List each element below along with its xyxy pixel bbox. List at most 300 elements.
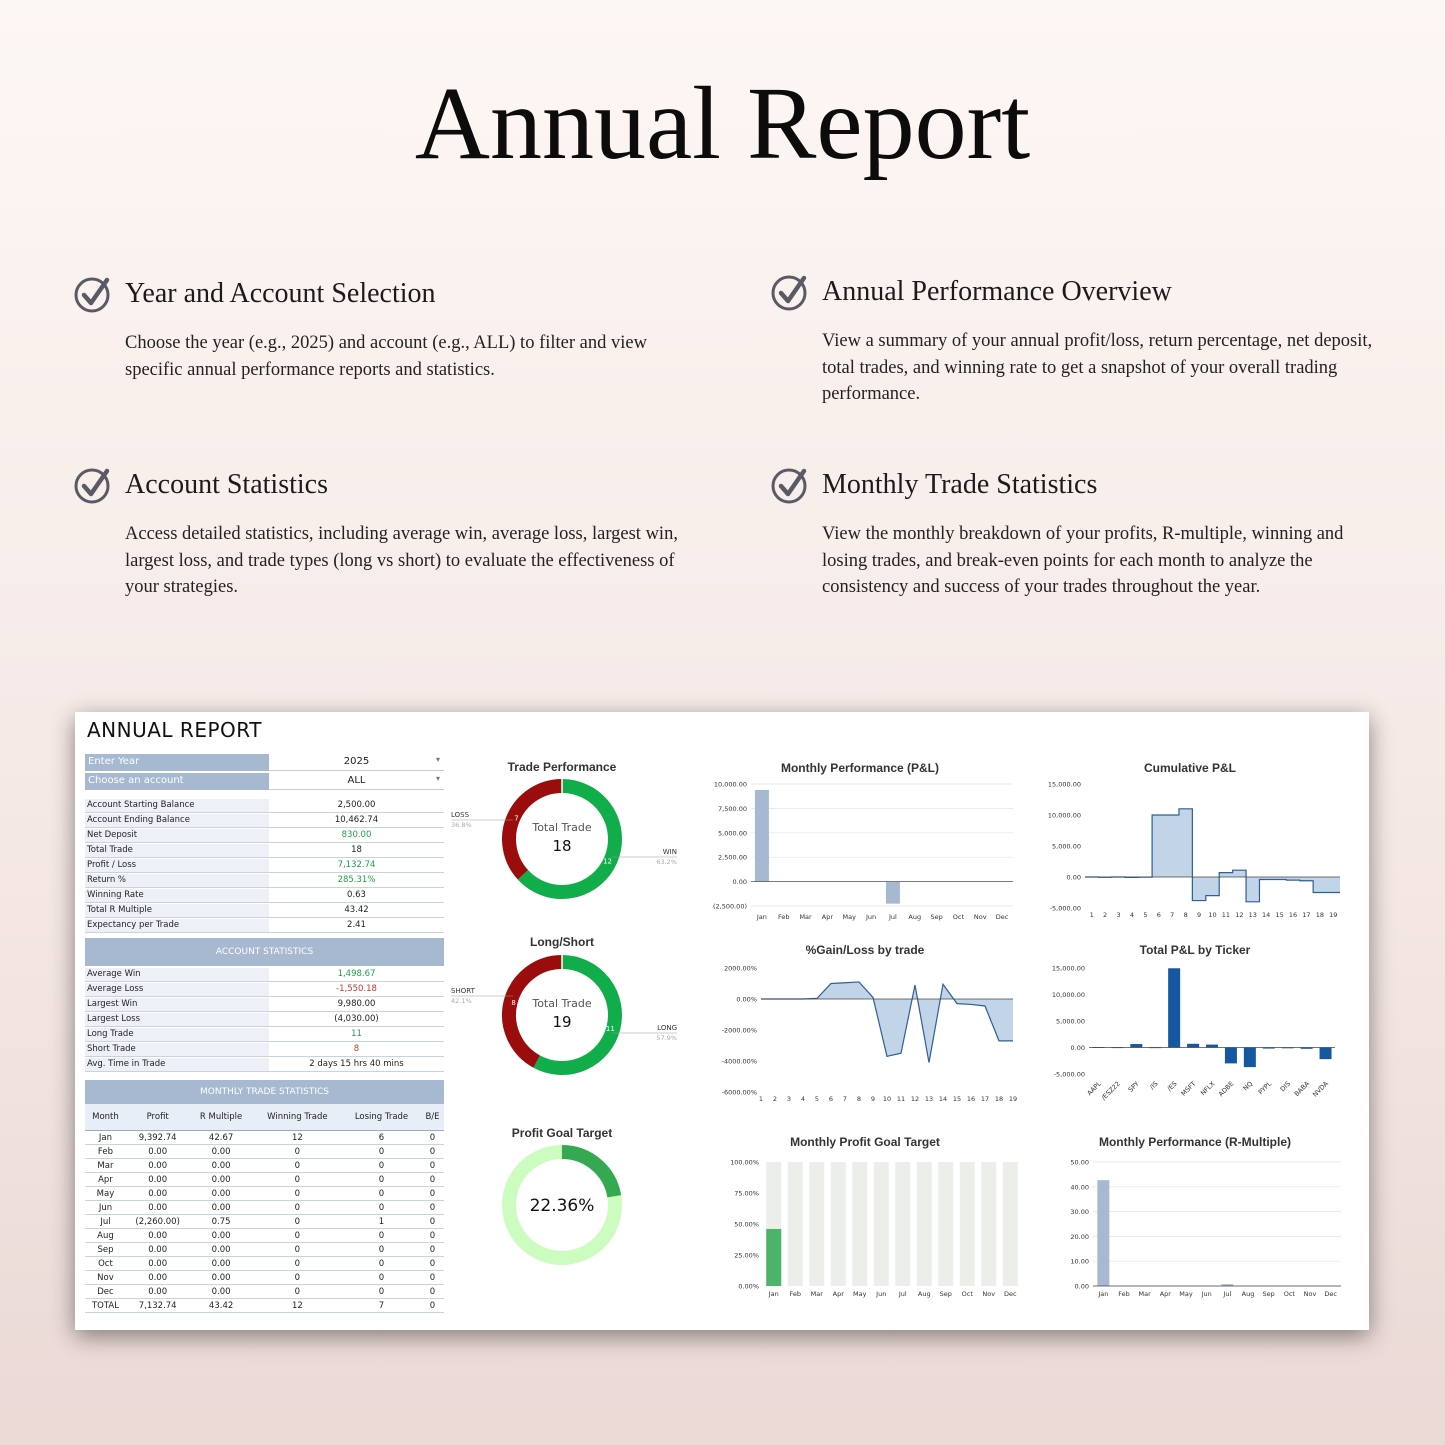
stat-value: 285.31%	[337, 875, 376, 885]
bar-jan	[1097, 1180, 1109, 1286]
y-tick-label: 2000.00%	[723, 964, 757, 973]
table-cell: 0.00	[126, 1173, 190, 1187]
feature-title: Year and Account Selection	[125, 278, 436, 309]
x-tick-label: 18	[994, 1095, 1004, 1103]
x-tick-label: /ES	[1165, 1079, 1179, 1093]
stat-row	[85, 903, 444, 918]
stat-row	[85, 1042, 444, 1057]
x-tick-label: 9	[1197, 911, 1202, 919]
y-tick-label: 10,000.00	[1051, 991, 1085, 999]
x-tick-label: PYPL	[1256, 1079, 1274, 1097]
table-row	[85, 1173, 444, 1187]
table-cell: 0	[342, 1229, 421, 1243]
table-cell: Nov	[85, 1271, 126, 1285]
x-tick-label: Oct	[1283, 1290, 1295, 1298]
chart-title: %Gain/Loss by trade	[805, 943, 925, 957]
x-tick-label: Feb	[1118, 1290, 1130, 1298]
x-tick-label: Feb	[789, 1290, 802, 1298]
monthly-stats-header: MONTHLY TRADE STATISTICS	[85, 1080, 444, 1104]
x-tick-label: 16	[966, 1095, 976, 1103]
year-selector[interactable]	[85, 754, 444, 771]
table-cell: 0	[253, 1187, 342, 1201]
x-tick-label: 4	[800, 1095, 806, 1103]
bar-jul	[886, 882, 900, 904]
table-cell: 0	[342, 1145, 421, 1159]
y-tick-label: 10.00	[1070, 1257, 1089, 1266]
table-cell: 12	[253, 1131, 342, 1145]
table-cell: Jan	[85, 1131, 126, 1145]
account-label: Choose an account	[85, 773, 269, 790]
goal-track-bar	[917, 1162, 932, 1286]
x-tick-label: Mar	[1138, 1290, 1151, 1298]
x-tick-label: Nov	[982, 1290, 996, 1298]
table-cell: 0	[421, 1271, 444, 1285]
check-circle-icon	[770, 465, 810, 505]
bar-ticker	[1244, 1048, 1256, 1068]
table-cell: 0	[421, 1215, 444, 1229]
report-title: ANNUAL REPORT	[87, 718, 262, 742]
x-tick-label: 13	[1248, 911, 1257, 919]
x-tick-label: /IS	[1148, 1079, 1160, 1092]
x-tick-label: Jun	[866, 913, 877, 921]
table-cell: 42.67	[189, 1131, 252, 1145]
x-tick-label: 10	[1208, 911, 1217, 919]
ticker-pl-chart	[1035, 958, 1345, 1108]
stat-label: Account Ending Balance	[85, 814, 269, 827]
goal-bar-jan	[766, 1229, 781, 1286]
table-cell: 0	[253, 1159, 342, 1173]
y-tick-label: 30.00	[1070, 1208, 1089, 1217]
account-stats-table	[85, 967, 444, 1072]
x-tick-label: ADBE	[1216, 1079, 1236, 1099]
stat-value: 1,498.67	[337, 969, 376, 979]
table-cell: 0	[421, 1159, 444, 1173]
dropdown-arrow-icon[interactable]: ▾	[435, 774, 440, 783]
table-cell: 0	[421, 1243, 444, 1257]
table-cell: 0	[253, 1229, 342, 1243]
x-tick-label: 1	[758, 1095, 764, 1103]
x-tick-label: NQ	[1241, 1079, 1255, 1093]
table-cell: 0	[421, 1299, 444, 1313]
table-cell: 0	[421, 1187, 444, 1201]
y-tick-label: 0.00	[732, 878, 747, 887]
slice-name: SHORT	[451, 987, 475, 995]
year-dropdown[interactable]	[269, 754, 444, 771]
long-short-donut	[445, 950, 705, 1080]
table-cell: 0	[421, 1285, 444, 1299]
table-row	[85, 1145, 444, 1159]
chart-title: Monthly Profit Goal Target	[790, 1135, 940, 1149]
table-cell: 0.00	[189, 1257, 252, 1271]
slice-name: LONG	[657, 1024, 677, 1032]
x-tick-label: Jan	[1098, 1290, 1109, 1298]
stat-value: 9,980.00	[337, 999, 376, 1009]
goal-track-bar	[852, 1162, 867, 1286]
y-tick-label: -5,000.00	[1049, 904, 1081, 913]
table-row	[85, 1285, 444, 1299]
x-tick-label: 1	[1089, 911, 1094, 919]
table-cell: Jul	[85, 1215, 126, 1229]
y-tick-label: 50.00%	[734, 1220, 759, 1229]
x-tick-label: SPY	[1126, 1079, 1141, 1094]
x-tick-label: Aug	[908, 913, 922, 921]
table-cell: 0.00	[189, 1285, 252, 1299]
check-circle-icon	[770, 272, 810, 312]
chart-title: Cumulative P&L	[1143, 761, 1236, 775]
y-tick-label: -2000.00%	[721, 1026, 757, 1035]
stat-row	[85, 873, 444, 888]
x-tick-label: 11	[896, 1095, 906, 1103]
slice-name: WIN	[662, 848, 677, 856]
x-tick-label: Aug	[1241, 1290, 1255, 1298]
x-tick-label: Jul	[898, 1290, 907, 1298]
x-tick-label: Jan	[768, 1290, 779, 1298]
report-screenshot	[75, 712, 1369, 1330]
table-cell: 0.00	[189, 1201, 252, 1215]
table-cell: Jun	[85, 1201, 126, 1215]
y-tick-label: (2,500.00)	[712, 902, 747, 911]
stat-row	[85, 918, 444, 933]
table-row	[85, 1159, 444, 1173]
account-stats-header: ACCOUNT STATISTICS	[85, 938, 444, 966]
feature-description: Choose the year (e.g., 2025) and account (e.g., ALL) to filter and view specific annual performance reports and statistics.	[125, 333, 647, 380]
table-row	[85, 1229, 444, 1243]
table-row	[85, 1187, 444, 1201]
table-cell: 0	[421, 1201, 444, 1215]
x-tick-label: Nov	[973, 913, 987, 921]
goal-track-bar	[831, 1162, 846, 1286]
x-tick-label: Sep	[939, 1290, 952, 1298]
table-cell: May	[85, 1187, 126, 1201]
stat-row	[85, 1027, 444, 1042]
feature-description: Access detailed statistics, including average win, average loss, largest win, largest loss, and trade types (long vs short) to evaluate the effectiveness of your strategies.	[125, 524, 678, 597]
table-cell: 0.00	[126, 1159, 190, 1173]
table-cell: 0.00	[126, 1243, 190, 1257]
x-tick-label: 19	[1008, 1095, 1018, 1103]
y-tick-label: 25.00%	[734, 1251, 759, 1260]
table-cell: 0	[421, 1229, 444, 1243]
stat-value: 2 days 15 hrs 40 mins	[309, 1059, 404, 1069]
x-tick-label: Sep	[1262, 1290, 1275, 1298]
stat-value: 10,462.74	[334, 815, 379, 825]
donut-slice-long	[537, 962, 615, 1068]
table-row	[85, 1201, 444, 1215]
summary-table	[85, 798, 444, 933]
stat-label: Long Trade	[85, 1028, 269, 1041]
feature-year-account	[73, 274, 647, 383]
stat-label: Short Trade	[85, 1043, 269, 1056]
table-cell: 0.00	[189, 1187, 252, 1201]
x-tick-label: May	[1179, 1290, 1193, 1298]
table-cell: 0	[342, 1187, 421, 1201]
table-row	[85, 1271, 444, 1285]
table-row	[85, 1131, 444, 1145]
table-cell: 0.00	[189, 1243, 252, 1257]
chart-title: Total P&L by Ticker	[1139, 943, 1251, 957]
dropdown-arrow-icon[interactable]: ▾	[435, 755, 440, 764]
stat-label: Net Deposit	[85, 829, 269, 842]
stat-row	[85, 997, 444, 1012]
slice-value: 11	[605, 1025, 615, 1034]
feature-performance-overview	[770, 272, 1373, 408]
bar-ticker	[1130, 1044, 1142, 1047]
table-cell: 0	[253, 1201, 342, 1215]
x-tick-label: 2	[772, 1095, 778, 1103]
slice-percent: 36.8%	[451, 821, 472, 829]
x-tick-label: 6	[1156, 911, 1161, 919]
bar-ticker	[1187, 1044, 1199, 1048]
bar-ticker	[1168, 968, 1180, 1047]
table-cell: 0.00	[189, 1271, 252, 1285]
stat-value: 18	[351, 845, 362, 855]
feature-description: View a summary of your annual profit/loss, return percentage, net deposit, total trades, and winning rate to get a snapshot of your overall trading performance.	[822, 331, 1373, 404]
y-tick-label: 20.00	[1070, 1232, 1089, 1241]
x-tick-label: NVDA	[1311, 1079, 1330, 1099]
y-tick-label: 75.00%	[734, 1189, 759, 1198]
x-tick-label: Sep	[930, 913, 943, 921]
x-tick-label: Dec	[1324, 1290, 1337, 1298]
table-cell: Sep	[85, 1243, 126, 1257]
monthly-stats-table	[85, 1104, 444, 1313]
table-cell: Dec	[85, 1285, 126, 1299]
y-tick-label: 5,000.00	[718, 829, 747, 838]
stat-label: Average Loss	[85, 983, 269, 996]
x-tick-label: 17	[980, 1095, 990, 1103]
monthly-goal-chart	[703, 1150, 1021, 1300]
table-cell: 12	[253, 1299, 342, 1313]
feature-account-statistics	[73, 465, 678, 601]
table-cell: Apr	[85, 1173, 126, 1187]
y-tick-label: 5,000.00	[1056, 1017, 1085, 1026]
y-tick-label: 7,500.00	[718, 804, 747, 813]
x-tick-label: 11	[1221, 911, 1231, 919]
x-tick-label: Aug	[917, 1290, 931, 1298]
column-header: R Multiple	[189, 1104, 252, 1131]
stat-row	[85, 828, 444, 843]
stat-label: Account Starting Balance	[85, 799, 269, 812]
feature-title: Account Statistics	[125, 469, 328, 500]
table-cell: 0.00	[126, 1201, 190, 1215]
y-tick-label: 10,000.00	[713, 780, 747, 789]
y-tick-label: -4000.00%	[721, 1057, 757, 1066]
table-cell: 0	[253, 1215, 342, 1229]
stat-value: 2,500.00	[337, 800, 376, 810]
stat-label: Return %	[85, 874, 269, 887]
center-value: 19	[552, 1013, 572, 1031]
feature-title: Monthly Trade Statistics	[822, 469, 1098, 500]
table-cell: 0.00	[189, 1145, 252, 1159]
column-header: Losing Trade	[342, 1104, 421, 1131]
x-tick-label: Apr	[1159, 1290, 1171, 1298]
x-tick-label: AAPL	[1085, 1079, 1103, 1098]
goal-progress-arc	[562, 1152, 614, 1196]
area-fill	[761, 982, 1013, 1063]
table-cell: 0	[342, 1201, 421, 1215]
stat-value: 8	[353, 1044, 360, 1054]
goal-track-bar	[938, 1162, 953, 1286]
year-value: 2025	[343, 756, 370, 767]
stat-row	[85, 888, 444, 903]
stat-label: Expectancy per Trade	[85, 919, 269, 932]
center-value: 22.36%	[529, 1196, 595, 1216]
x-tick-label: Apr	[821, 913, 834, 921]
x-tick-label: Jun	[876, 1290, 887, 1298]
x-tick-label: Jul	[888, 913, 897, 921]
table-cell: 0.75	[189, 1215, 252, 1229]
slice-value: 7	[514, 814, 519, 823]
stat-label: Avg. Time in Trade	[85, 1058, 269, 1071]
table-cell: 7,132.74	[126, 1299, 190, 1313]
bar-ticker	[1320, 1048, 1332, 1060]
x-tick-label: 16	[1288, 911, 1298, 919]
x-tick-label: 9	[870, 1095, 876, 1103]
center-label: Total Trade	[532, 997, 592, 1010]
x-tick-label: BABA	[1292, 1079, 1312, 1099]
y-tick-label: -6000.00%	[721, 1088, 757, 1097]
x-tick-label: Oct	[952, 913, 965, 921]
chart-title: Monthly Performance (R-Multiple)	[1098, 1135, 1291, 1149]
x-tick-label: 13	[924, 1095, 934, 1103]
y-tick-label: 0.00	[1066, 873, 1081, 882]
table-cell: 0.00	[126, 1285, 190, 1299]
stat-row	[85, 982, 444, 997]
x-tick-label: 7	[842, 1095, 848, 1103]
table-cell: Oct	[85, 1257, 126, 1271]
table-row	[85, 1215, 444, 1229]
x-tick-label: 3	[786, 1095, 792, 1103]
stat-label: Largest Win	[85, 998, 269, 1011]
x-tick-label: 17	[1302, 911, 1311, 919]
table-cell: 0	[342, 1285, 421, 1299]
slice-percent: 57.9%	[656, 1034, 677, 1042]
table-cell: 6	[342, 1131, 421, 1145]
page-title: Annual Report	[414, 66, 1031, 181]
x-tick-label: Jun	[1201, 1290, 1212, 1298]
account-selector[interactable]	[85, 773, 444, 790]
table-cell: Feb	[85, 1145, 126, 1159]
stat-value: 7,132.74	[337, 860, 376, 870]
stat-label: Average Win	[85, 968, 269, 981]
table-cell: 0	[253, 1285, 342, 1299]
x-tick-label: Dec	[1003, 1290, 1017, 1298]
stat-row	[85, 858, 444, 873]
x-tick-label: NFLX	[1198, 1079, 1217, 1098]
goal-track-bar	[1003, 1162, 1018, 1286]
table-cell: 0	[342, 1271, 421, 1285]
chart-title: Trade Performance	[507, 760, 617, 774]
table-cell: 0.00	[189, 1159, 252, 1173]
stat-value: 0.63	[347, 890, 366, 900]
table-row	[85, 1299, 444, 1313]
slice-value: 8	[511, 998, 516, 1007]
stat-label: Winning Rate	[85, 889, 269, 902]
x-tick-label: May	[853, 1290, 867, 1298]
x-tick-label: 8	[856, 1095, 862, 1103]
goal-track-bar	[981, 1162, 996, 1286]
cumulative-pl-chart	[1035, 776, 1345, 926]
table-cell: 0	[342, 1243, 421, 1257]
x-tick-label: 15	[1275, 911, 1284, 919]
table-cell: 0.00	[126, 1271, 190, 1285]
x-tick-label: 2	[1103, 911, 1108, 919]
account-value: ALL	[347, 775, 366, 786]
x-tick-label: 8	[1183, 911, 1188, 919]
y-tick-label: 5,000.00	[1052, 842, 1081, 851]
monthly-pl-chart	[703, 776, 1021, 926]
table-cell: 0	[253, 1257, 342, 1271]
stat-value: (4,030.00)	[334, 1014, 379, 1024]
y-tick-label: 10,000.00	[1047, 811, 1081, 820]
check-circle-icon	[73, 274, 113, 314]
x-tick-label: 19	[1329, 911, 1338, 919]
stat-label: Total R Multiple	[85, 904, 269, 917]
table-cell: 0	[342, 1159, 421, 1173]
y-tick-label: 40.00	[1070, 1183, 1089, 1192]
x-tick-label: Dec	[995, 913, 1009, 921]
y-tick-label: 100.00%	[730, 1158, 759, 1167]
slice-percent: 63.2%	[656, 858, 677, 866]
table-cell: 0	[342, 1257, 421, 1271]
table-cell: 7	[342, 1299, 421, 1313]
gain-loss-chart	[703, 958, 1021, 1108]
y-tick-label: 0.00%	[736, 995, 757, 1004]
y-tick-label: 0.00	[1070, 1044, 1085, 1052]
table-cell: 1	[342, 1215, 421, 1229]
table-cell: Aug	[85, 1229, 126, 1243]
stat-label: Largest Loss	[85, 1013, 269, 1026]
x-tick-label: 5	[814, 1095, 820, 1103]
x-tick-label: Feb	[777, 913, 790, 921]
stat-row	[85, 813, 444, 828]
monthly-r-chart	[1035, 1150, 1345, 1300]
slice-value: 12	[603, 857, 612, 866]
goal-track-bar	[809, 1162, 824, 1286]
x-tick-label: Jan	[756, 913, 767, 921]
bar-jan	[755, 790, 769, 882]
table-cell: 0	[253, 1243, 342, 1257]
feature-description: View the monthly breakdown of your profits, R-multiple, winning and losing trades, and break-even points for each month to analyze the consistency and success of your trades throughout the year.	[822, 524, 1344, 597]
stat-label: Profit / Loss	[85, 859, 269, 872]
table-cell: 0	[253, 1271, 342, 1285]
chart-title: Monthly Performance (P&L)	[780, 761, 939, 775]
table-cell: 0	[421, 1257, 444, 1271]
x-tick-label: 18	[1315, 911, 1325, 919]
stat-row	[85, 1012, 444, 1027]
stat-row	[85, 1057, 444, 1072]
table-cell: 0.00	[189, 1229, 252, 1243]
y-tick-label: 15,000.00	[1051, 964, 1085, 973]
table-cell: 0.00	[126, 1145, 190, 1159]
goal-track-bar	[960, 1162, 975, 1286]
table-cell: Mar	[85, 1159, 126, 1173]
x-tick-label: Mar	[799, 913, 812, 921]
bar-ticker	[1206, 1045, 1218, 1048]
table-cell: 0	[253, 1145, 342, 1159]
x-tick-label: 7	[1170, 911, 1175, 919]
x-tick-label: Nov	[1303, 1290, 1317, 1298]
x-tick-label: 15	[952, 1095, 962, 1103]
x-tick-label: 3	[1116, 911, 1121, 919]
table-cell: 0.00	[126, 1187, 190, 1201]
account-dropdown[interactable]	[269, 773, 444, 790]
x-tick-label: Apr	[832, 1290, 844, 1298]
profit-goal-donut	[445, 1140, 705, 1270]
x-tick-label: Oct	[961, 1290, 973, 1298]
column-header: Profit	[126, 1104, 190, 1131]
y-tick-label: 15,000.00	[1047, 780, 1081, 789]
table-row	[85, 1243, 444, 1257]
goal-track-bar	[895, 1162, 910, 1286]
